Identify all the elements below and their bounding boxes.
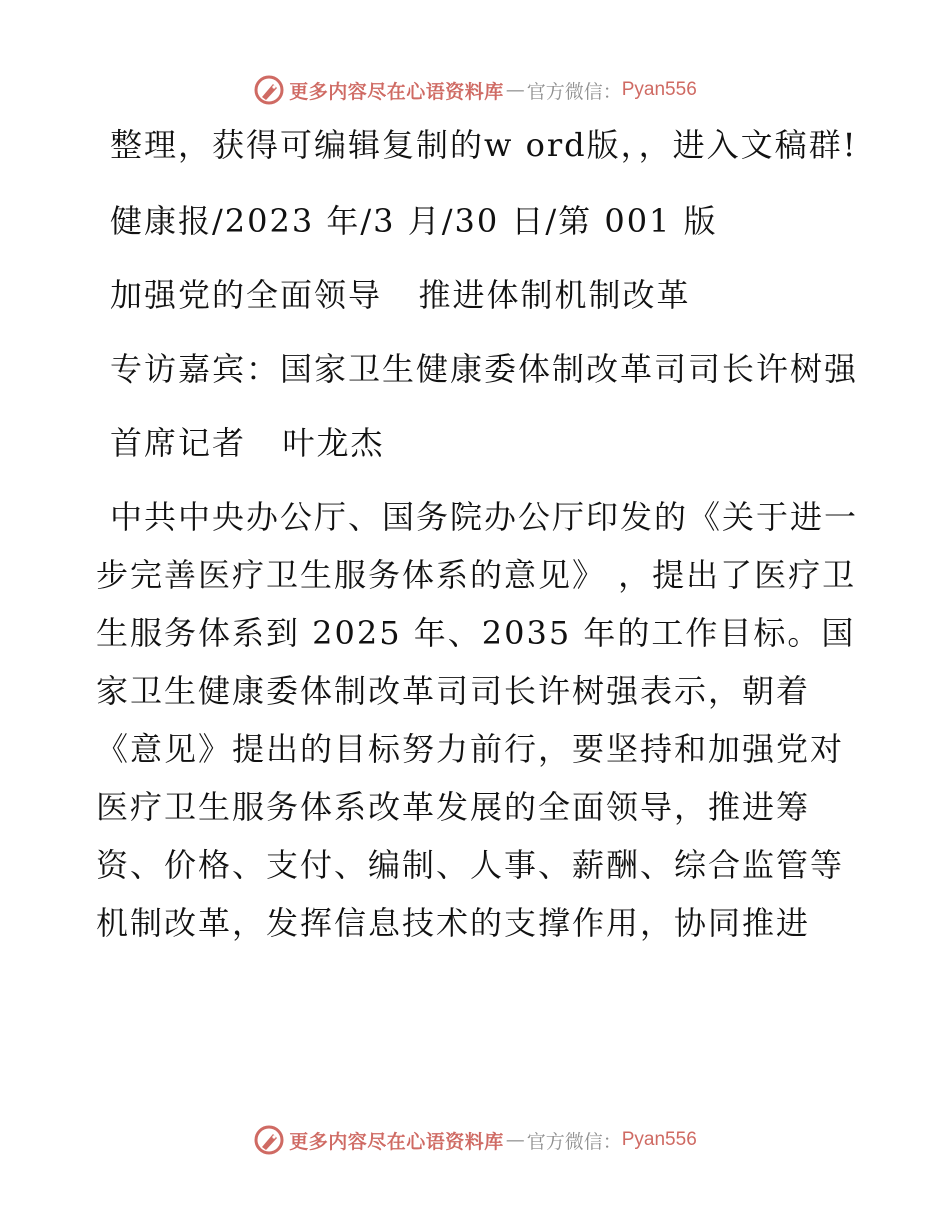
banner-wechat-label: 官方微信： (526, 1130, 622, 1153)
banner-wechat-id: Pyan556 (621, 1129, 697, 1150)
reporter-line: 首席记者 叶龙杰 (110, 424, 385, 462)
pen-nib-circle-icon (253, 1124, 285, 1156)
footer-watermark-banner (0, 1120, 950, 1160)
banner-wechat-id: Pyan556 (621, 79, 697, 100)
document-body (96, 116, 876, 952)
intro-paragraph: 整理，获得可编辑复制的w ord版，，进入文稿群! (110, 126, 858, 164)
banner-dash: — (505, 1129, 525, 1151)
headline: 加强党的全面领导 推进体制机制改革 (110, 276, 691, 314)
guest-line: 专访嘉宾：国家卫生健康委体制改革司司长许树强 (110, 350, 859, 388)
banner-brand-text: 更多内容尽在心语资料库 (289, 1130, 504, 1153)
header-watermark-banner (0, 70, 950, 110)
body-paragraph: 中共中央办公厅、国务院办公厅印发的《关于进一步完善医疗卫生服务体系的意见》 ，提出了医疗卫生服务体系到 2025 年、2035 年的工作目标。国家卫生健康委体制改革司司长许树强表示，朝着《意见》提出的目标努力前行，要坚持和加强党对医疗卫生服务体系改革发展的全面领导，推进筹资、价格、支付、编制、人事、薪酬、综合监管等机制改革，发挥信息技术的支撑作用，协同推进 (96, 498, 859, 942)
banner-wechat-label: 官方微信： (526, 80, 622, 103)
source-line: 健康报/2023 年/3 月/30 日/第 001 版 (110, 202, 718, 240)
pen-nib-circle-icon (253, 74, 285, 106)
banner-dash: — (505, 79, 525, 101)
banner-brand-text: 更多内容尽在心语资料库 (289, 80, 504, 103)
